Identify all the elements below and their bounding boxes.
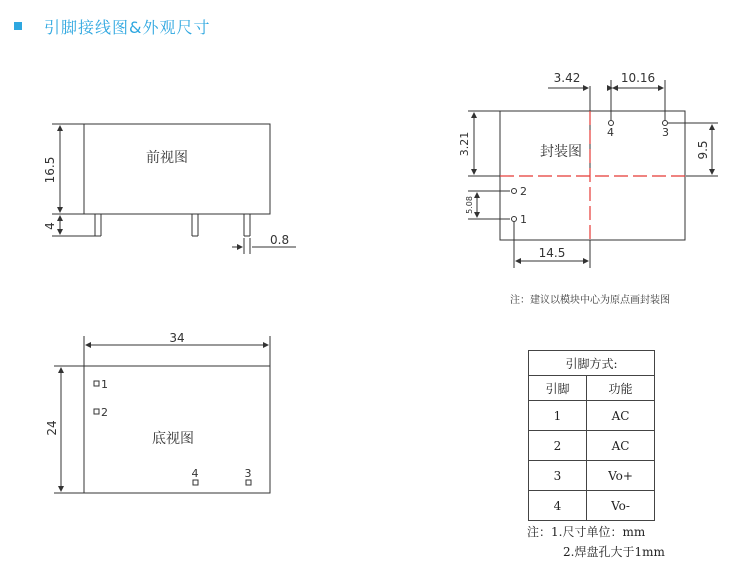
front-dim-height: 16.5 — [43, 156, 57, 184]
bottom-pin-3 — [246, 480, 251, 485]
bottom-dim-height: 24 — [45, 420, 59, 436]
footprint-dim-left-top: 3.21 — [458, 131, 471, 157]
footprint-pin-label-2: 2 — [520, 185, 527, 198]
footprint-dim-bottom: 14.5 — [538, 246, 566, 260]
front-view-label: 前视图 — [146, 150, 188, 166]
bottom-pin-4 — [193, 480, 198, 485]
front-view — [52, 124, 296, 254]
table-row — [529, 431, 655, 461]
front-dim-pin-length: 4 — [43, 222, 57, 230]
bottom-view-label: 底视图 — [152, 431, 194, 447]
table-row — [529, 401, 655, 431]
footprint-pin-label-1: 1 — [520, 213, 527, 226]
pin-cell: 2 — [529, 431, 587, 461]
section-title: 引脚接线图&外观尺寸 — [44, 17, 211, 37]
func-cell: Vo- — [587, 491, 655, 521]
pin-table-caption: 引脚方式: — [529, 351, 655, 376]
table-row — [529, 491, 655, 521]
func-cell: AC — [587, 401, 655, 431]
footprint-pin-label-4: 4 — [607, 126, 614, 139]
bottom-pin-2 — [94, 409, 99, 414]
footprint-view — [468, 80, 718, 268]
front-view-body — [84, 124, 270, 214]
footprint-pin-2 — [512, 189, 517, 194]
pin-cell: 1 — [529, 401, 587, 431]
footprint-note: 注：建议以模块中心为原点画封装图 — [510, 295, 670, 306]
front-dim-pin-width: 0.8 — [270, 233, 290, 247]
bottom-pin-label-2: 2 — [101, 406, 108, 419]
pin-table-header-func: 功能 — [587, 376, 655, 401]
pin-cell: 4 — [529, 491, 587, 521]
bottom-dim-width: 34 — [169, 331, 185, 345]
bottom-pin-label-4: 4 — [191, 467, 199, 480]
bottom-pin-1 — [94, 381, 99, 386]
bottom-pin-label-3: 3 — [244, 467, 252, 480]
footprint-pin-3 — [663, 121, 668, 126]
footprint-centerlines — [500, 111, 685, 240]
note-line-1: 注：1.尺寸单位：mm — [527, 525, 646, 539]
notes — [527, 522, 665, 562]
pin-function-table — [528, 350, 655, 521]
footprint-dim-right: 9.5 — [696, 140, 710, 160]
footprint-pin-4 — [609, 121, 614, 126]
footprint-dim-top-left: 3.42 — [553, 71, 581, 85]
func-cell: Vo+ — [587, 461, 655, 491]
footprint-label: 封装图 — [540, 144, 582, 160]
pin-cell: 3 — [529, 461, 587, 491]
footprint-pin-1 — [512, 217, 517, 222]
bottom-view — [54, 336, 270, 493]
footprint-dim-top-right: 10.16 — [620, 71, 656, 85]
footprint-dim-left-small: 5.08 — [465, 196, 474, 214]
bottom-view-body — [84, 366, 270, 493]
footprint-pin-label-3: 3 — [662, 126, 669, 139]
table-row — [529, 461, 655, 491]
func-cell: AC — [587, 431, 655, 461]
bottom-pin-label-1: 1 — [101, 378, 108, 391]
pin-table-header-pin: 引脚 — [529, 376, 587, 401]
note-line-2: 2.焊盘孔大于1mm — [563, 545, 665, 559]
